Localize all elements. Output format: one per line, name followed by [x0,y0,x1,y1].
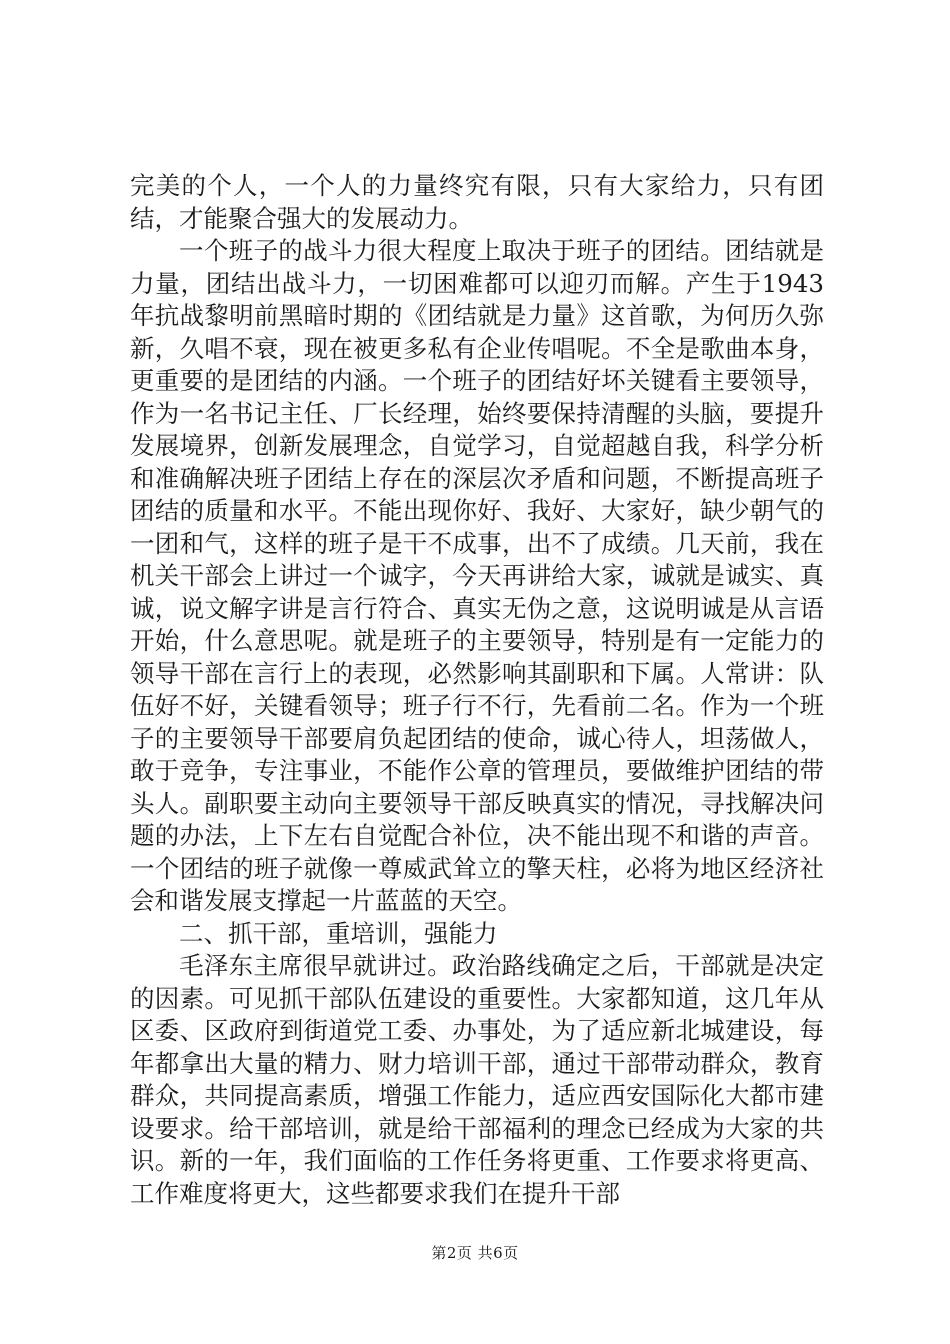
paragraph-continuation: 完美的个人，一个人的力量终究有限，只有大家给力，只有团结，才能聚合强大的发展动力。 [130,171,824,233]
page-number-footer: 第2页 共6页 [431,1244,519,1262]
paragraph-unity: 一个班子的战斗力很大程度上取决于班子的团结。团结就是力量，团结出战斗力，一切困难都可以迎刃而解。产生于1943年抗战黎明前黑暗时期的《团结就是力量》这首歌，为何历久弥新，久唱不衰，现在被更多私有企业传唱呢。不全是歌曲本身，更重要的是团结的内涵。一个班子的团结好坏关键看主要领导，作为一名书记主任、厂长经理，始终要保持清醒的头脑，要提升发展境界，创新发展理念，自觉学习，自觉超越自我，科学分析和准确解决班子团结上存在的深层次矛盾和问题，不断提高班子团结的质量和水平。不能出现你好、我好、大家好，缺少朝气的一团和气，这样的班子是干不成事，出不了成绩。几天前，我在机关干部会上讲过一个诚字，今天再讲给大家，诚就是诚实、真诚，说文解字讲是言行符合、真实无伪之意，这说明诚是从言语开始，什么意思呢。就是班子的主要领导，特别是有一定能力的领导干部在言行上的表现，必然影响其副职和下属。人常讲：队伍好不好，关键看领导；班子行不行，先看前二名。作为一个班子的主要领导干部要肩负起团结的使命，诚心待人，坦荡做人，敢于竞争，专注事业，不能作公章的管理员，要做维护团结的带头人。副职要主动向主要领导干部反映真实的情况，寻找解决问题的办法，上下左右自觉配合补位，决不能出现不和谐的声音。一个团结的班子就像一尊威武耸立的擎天柱，必将为地区经济社会和谐发展支撑起一片蓝蓝的天空。 [130,236,824,915]
paragraph-cadre-training: 毛泽东主席很早就讲过。政治路线确定之后，干部就是决定的因素。可见抓干部队伍建设的重要性。大家都知道，这几年从区委、区政府到街道党工委、办事处，为了适应新北城建设，每年都拿出大量的精力、财力培训干部，通过干部带动群众，教育群众，共同提高素质，增强工作能力，适应西安国际化大都市建设要求。给干部培训，就是给干部福利的理念已经成为大家的共识。新的一年，我们面临的工作任务将更重、工作要求将更高、工作难度将更大，这些都要求我们在提升干部 [130,951,824,1208]
document-body [130,170,824,1210]
section-heading: 二、抓干部，重培训，强能力 [179,918,498,948]
